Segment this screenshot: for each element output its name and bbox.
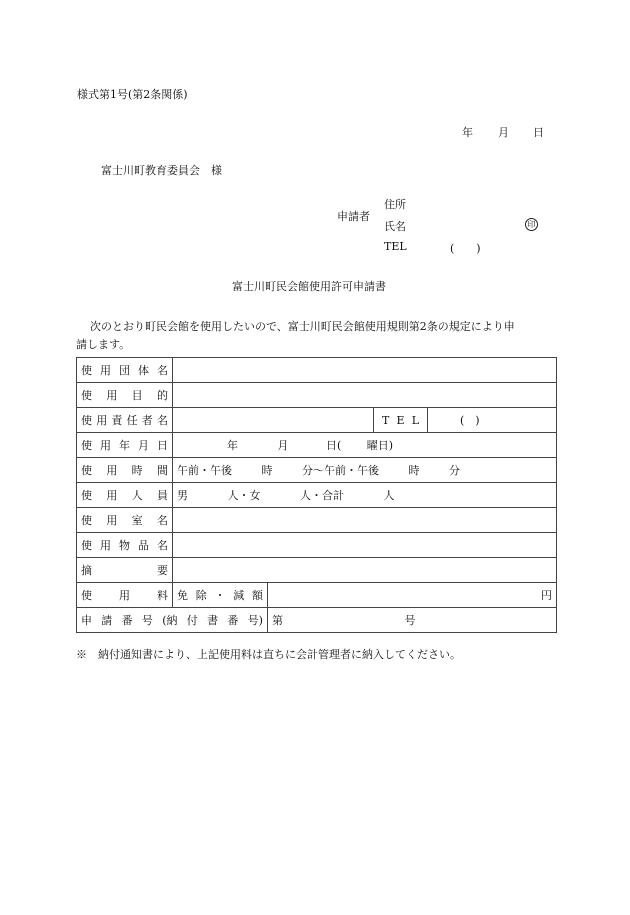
row-items	[77, 533, 557, 558]
applicant-tel-paren: ( )	[450, 242, 481, 255]
value-application-no[interactable]	[268, 608, 557, 633]
value-purpose[interactable]	[173, 383, 557, 408]
tel-paren: ( )	[460, 414, 480, 427]
value-people[interactable]	[173, 483, 557, 508]
label-summary: 摘 要	[77, 558, 173, 583]
value-fee[interactable]	[268, 583, 557, 608]
label-responsible: 使 用 責 任 者 名	[77, 408, 173, 433]
label-purpose: 使 用 目 的	[77, 383, 173, 408]
document-title: 富士川町民会館使用許可申請書	[232, 280, 386, 293]
row-summary	[77, 558, 557, 583]
date-row-year: 年	[227, 439, 238, 452]
date-row-month: 月	[277, 439, 289, 452]
fee-yen: 円	[541, 589, 552, 602]
value-room[interactable]	[173, 508, 557, 533]
applicant-tel-label: TEL	[384, 240, 407, 253]
value-summary[interactable]	[173, 558, 557, 583]
date-day: 日	[533, 126, 544, 139]
value-time[interactable]	[173, 458, 557, 483]
applicant-address-label: 住所	[384, 198, 406, 211]
form-number-label: 様式第1号(第2条関係)	[77, 88, 188, 101]
addressee: 富士川町教育委員会 様	[101, 164, 222, 177]
label-responsible-tel: T E L	[374, 408, 428, 433]
value-date[interactable]	[173, 433, 557, 458]
seal-mark: 印	[525, 218, 538, 231]
value-group-name[interactable]	[173, 358, 557, 383]
row-fee	[77, 583, 557, 608]
people-female: 人・女	[227, 489, 261, 502]
application-no-dai: 第	[272, 614, 283, 627]
label-application-no: 申 請 番 号 (納 付 書 番 号)	[77, 608, 268, 633]
date-row-weekday: 曜日)	[366, 439, 394, 452]
time-am-pm-1: 午前・午後	[177, 464, 232, 477]
row-people	[77, 483, 557, 508]
people-person: 人	[383, 489, 395, 502]
row-time	[77, 458, 557, 483]
value-responsible[interactable]	[173, 408, 374, 433]
intro-line-1: 次のとおり町民会館を使用したいので、富士川町民会館使用規則第2条の規定により申	[90, 320, 515, 333]
label-fee-exemption: 免 除 ・ 減 額	[173, 583, 268, 608]
label-group-name: 使 用 団 体 名	[77, 358, 173, 383]
time-hour-1: 時	[261, 464, 273, 477]
row-room	[77, 508, 557, 533]
applicant-label: 申請者	[337, 210, 370, 223]
time-hour-2: 時	[408, 464, 420, 477]
row-group-name	[77, 358, 557, 383]
time-minute-2: 分	[449, 464, 460, 477]
intro-line-2: 請します。	[76, 338, 131, 351]
footnote: ※ 納付通知書により、上記使用料は直ちに会計管理者に納入してください。	[76, 648, 461, 661]
value-responsible-tel[interactable]	[428, 408, 557, 433]
people-male: 男	[177, 489, 188, 502]
label-items: 使 用 物 品 名	[77, 533, 173, 558]
label-room: 使 用 室 名	[77, 508, 173, 533]
row-application-no	[77, 608, 557, 633]
application-table	[76, 357, 557, 633]
row-purpose	[77, 383, 557, 408]
label-time: 使 用 時 間	[77, 458, 173, 483]
label-fee: 使 用 料	[77, 583, 173, 608]
date-month: 月	[498, 126, 509, 139]
label-people: 使 用 人 員	[77, 483, 173, 508]
label-date: 使 用 年 月 日	[77, 433, 173, 458]
row-responsible	[77, 408, 557, 433]
application-no-go: 号	[404, 614, 416, 627]
value-items[interactable]	[173, 533, 557, 558]
people-total: 人・合計	[300, 489, 344, 502]
applicant-name-label: 氏名	[384, 220, 406, 233]
time-minute-tilde: 分〜午前・午後	[302, 464, 379, 477]
row-date	[77, 433, 557, 458]
date-year: 年	[462, 126, 473, 139]
date-row-day: 日(	[326, 439, 342, 452]
